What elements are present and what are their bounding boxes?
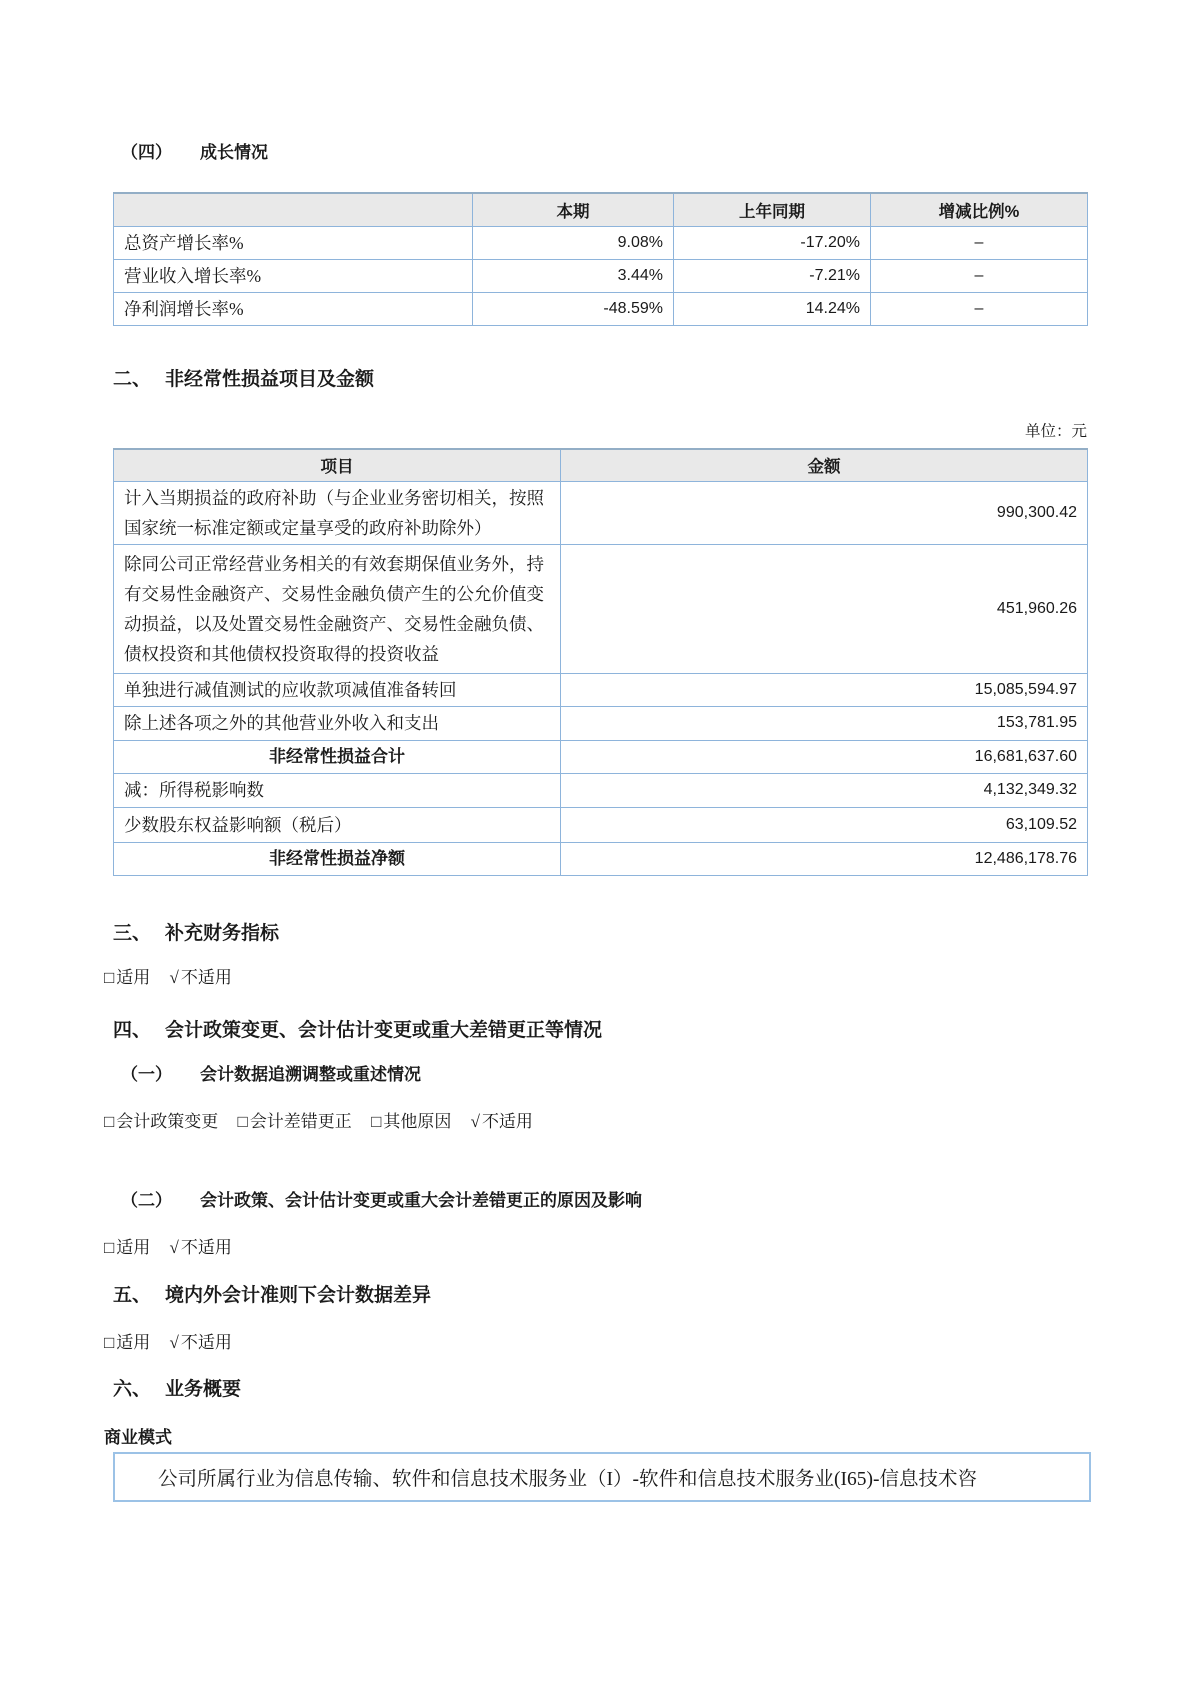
- restatement-options-line: [104, 1110, 1078, 1134]
- checkbox-unchecked-icon: □: [237, 1112, 248, 1131]
- item-label: 少数股东权益影响额（税后）: [114, 807, 561, 842]
- option-label: 不适用: [180, 968, 232, 987]
- header-prior-year: 上年同期: [674, 193, 871, 226]
- option-label: 会计政策变更: [116, 1112, 219, 1131]
- header-empty: [114, 193, 473, 226]
- accounting-change-section-heading: [113, 1018, 1087, 1044]
- item-label: 除同公司正常经营业务相关的有效套期保值业务外，持有交易性金融资产、交易性金融负债产生的公允价值变动损益，以及处置交易性金融资产、交易性金融负债、债权投资和其他债权投资取得的投资收益: [114, 544, 561, 673]
- growth-table: [113, 192, 1088, 326]
- checkmark-icon: √: [169, 968, 179, 987]
- section-title: 补充财务指标: [165, 923, 280, 944]
- section-number: （二）: [121, 1191, 172, 1210]
- option-error-correction: [238, 1112, 352, 1131]
- applicability-line: [104, 1331, 1078, 1355]
- nonrecurring-table: [113, 448, 1088, 876]
- nonrecurring-section-heading: [113, 367, 1087, 393]
- business-model-box: [113, 1452, 1091, 1502]
- row-label: 净利润增长率%: [114, 292, 473, 325]
- amount-value: 4,132,349.32: [561, 773, 1088, 807]
- section-number: 三、: [113, 923, 152, 944]
- header-change-ratio: 增减比例%: [871, 193, 1088, 226]
- table-row: [114, 673, 1088, 706]
- section-title: 成长情况: [200, 143, 268, 162]
- section-number: （一）: [121, 1065, 172, 1084]
- table-row: [114, 706, 1088, 740]
- option-label: 会计差错更正: [249, 1112, 352, 1131]
- section-title: 非经常性损益项目及金额: [165, 369, 375, 390]
- checkbox-unchecked-icon: □: [104, 1112, 115, 1131]
- section-title: 业务概要: [165, 1379, 242, 1400]
- item-label: 单独进行减值测试的应收款项减值准备转回: [114, 673, 561, 706]
- table-row: [114, 259, 1088, 292]
- section-title: 会计政策、会计估计变更或重大会计差错更正的原因及影响: [200, 1191, 642, 1210]
- option-applicable: [104, 1238, 150, 1257]
- checkbox-unchecked-icon: □: [104, 1333, 115, 1352]
- standards-diff-section-heading: [113, 1283, 1087, 1309]
- section-number: （四）: [121, 143, 172, 162]
- option-label: 不适用: [481, 1112, 533, 1131]
- unit-note: 单位：元: [1024, 423, 1087, 440]
- option-label: 适用: [116, 1238, 151, 1257]
- change-ratio-value: –: [871, 292, 1088, 325]
- option-applicable: [104, 1333, 150, 1352]
- table-header-row: [114, 193, 1088, 226]
- table-row-total: [114, 842, 1088, 875]
- section-number: 四、: [113, 1020, 152, 1041]
- option-not-applicable: [170, 1333, 232, 1352]
- option-not-applicable: [170, 1238, 232, 1257]
- item-label: 减：所得税影响数: [114, 773, 561, 807]
- amount-value: 15,085,594.97: [561, 673, 1088, 706]
- checkbox-unchecked-icon: □: [371, 1112, 382, 1131]
- option-not-applicable: [471, 1112, 533, 1131]
- row-label: 营业收入增长率%: [114, 259, 473, 292]
- amount-value: 153,781.95: [561, 706, 1088, 740]
- checkbox-unchecked-icon: □: [104, 968, 115, 987]
- section-title: 会计数据追溯调整或重述情况: [200, 1065, 421, 1084]
- business-model-text: 公司所属行业为信息传输、软件和信息技术服务业（I）-软件和信息技术服务业(I65)-信息技术咨: [158, 1469, 977, 1490]
- section-title: 会计政策变更、会计估计变更或重大差错更正等情况: [165, 1020, 603, 1041]
- amount-value: 12,486,178.76: [561, 842, 1088, 875]
- table-row: [114, 773, 1088, 807]
- table-row: [114, 481, 1088, 544]
- option-label: 其他原因: [383, 1112, 452, 1131]
- option-label: 适用: [116, 968, 151, 987]
- prior-year-value: -17.20%: [674, 226, 871, 259]
- business-section-heading: [113, 1377, 1087, 1403]
- growth-section-heading: [121, 141, 1095, 165]
- checkbox-unchecked-icon: □: [104, 1238, 115, 1257]
- option-label: 不适用: [180, 1238, 232, 1257]
- option-policy-change: [104, 1112, 218, 1131]
- business-model-title: 商业模式: [104, 1428, 172, 1447]
- table-row: [114, 807, 1088, 842]
- prior-year-value: 14.24%: [674, 292, 871, 325]
- table-row: [114, 292, 1088, 325]
- option-not-applicable: [170, 968, 232, 987]
- prior-year-value: -7.21%: [674, 259, 871, 292]
- section-number: 二、: [113, 369, 152, 390]
- current-value: 9.08%: [473, 226, 674, 259]
- item-label: 非经常性损益合计: [114, 740, 561, 773]
- checkmark-icon: √: [470, 1112, 480, 1131]
- section-number: 五、: [113, 1285, 152, 1306]
- table-row: [114, 226, 1088, 259]
- change-ratio-value: –: [871, 226, 1088, 259]
- item-label: 非经常性损益净额: [114, 842, 561, 875]
- item-label: 计入当期损益的政府补助（与企业业务密切相关，按照国家统一标准定额或定量享受的政府补助除外）: [114, 481, 561, 544]
- checkmark-icon: √: [169, 1333, 179, 1352]
- item-label: 除上述各项之外的其他营业外收入和支出: [114, 706, 561, 740]
- header-current-period: 本期: [473, 193, 674, 226]
- option-label: 适用: [116, 1333, 151, 1352]
- amount-value: 451,960.26: [561, 544, 1088, 673]
- current-value: -48.59%: [473, 292, 674, 325]
- change-reason-subheading: [121, 1189, 1095, 1213]
- header-item: 项目: [114, 449, 561, 481]
- option-other-reason: [371, 1112, 451, 1131]
- applicability-line: [104, 1236, 1078, 1260]
- table-header-row: [114, 449, 1088, 481]
- table-row: [114, 544, 1088, 673]
- section-title: 境内外会计准则下会计数据差异: [165, 1285, 432, 1306]
- option-applicable: [104, 968, 150, 987]
- applicability-line: [104, 966, 1078, 990]
- header-amount: 金额: [561, 449, 1088, 481]
- amount-value: 990,300.42: [561, 481, 1088, 544]
- amount-value: 16,681,637.60: [561, 740, 1088, 773]
- table-row-subtotal: [114, 740, 1088, 773]
- supplementary-section-heading: [113, 921, 1087, 947]
- current-value: 3.44%: [473, 259, 674, 292]
- row-label: 总资产增长率%: [114, 226, 473, 259]
- option-label: 不适用: [180, 1333, 232, 1352]
- section-number: 六、: [113, 1379, 152, 1400]
- amount-value: 63,109.52: [561, 807, 1088, 842]
- change-ratio-value: –: [871, 259, 1088, 292]
- checkmark-icon: √: [169, 1238, 179, 1257]
- restatement-subheading: [121, 1063, 1095, 1087]
